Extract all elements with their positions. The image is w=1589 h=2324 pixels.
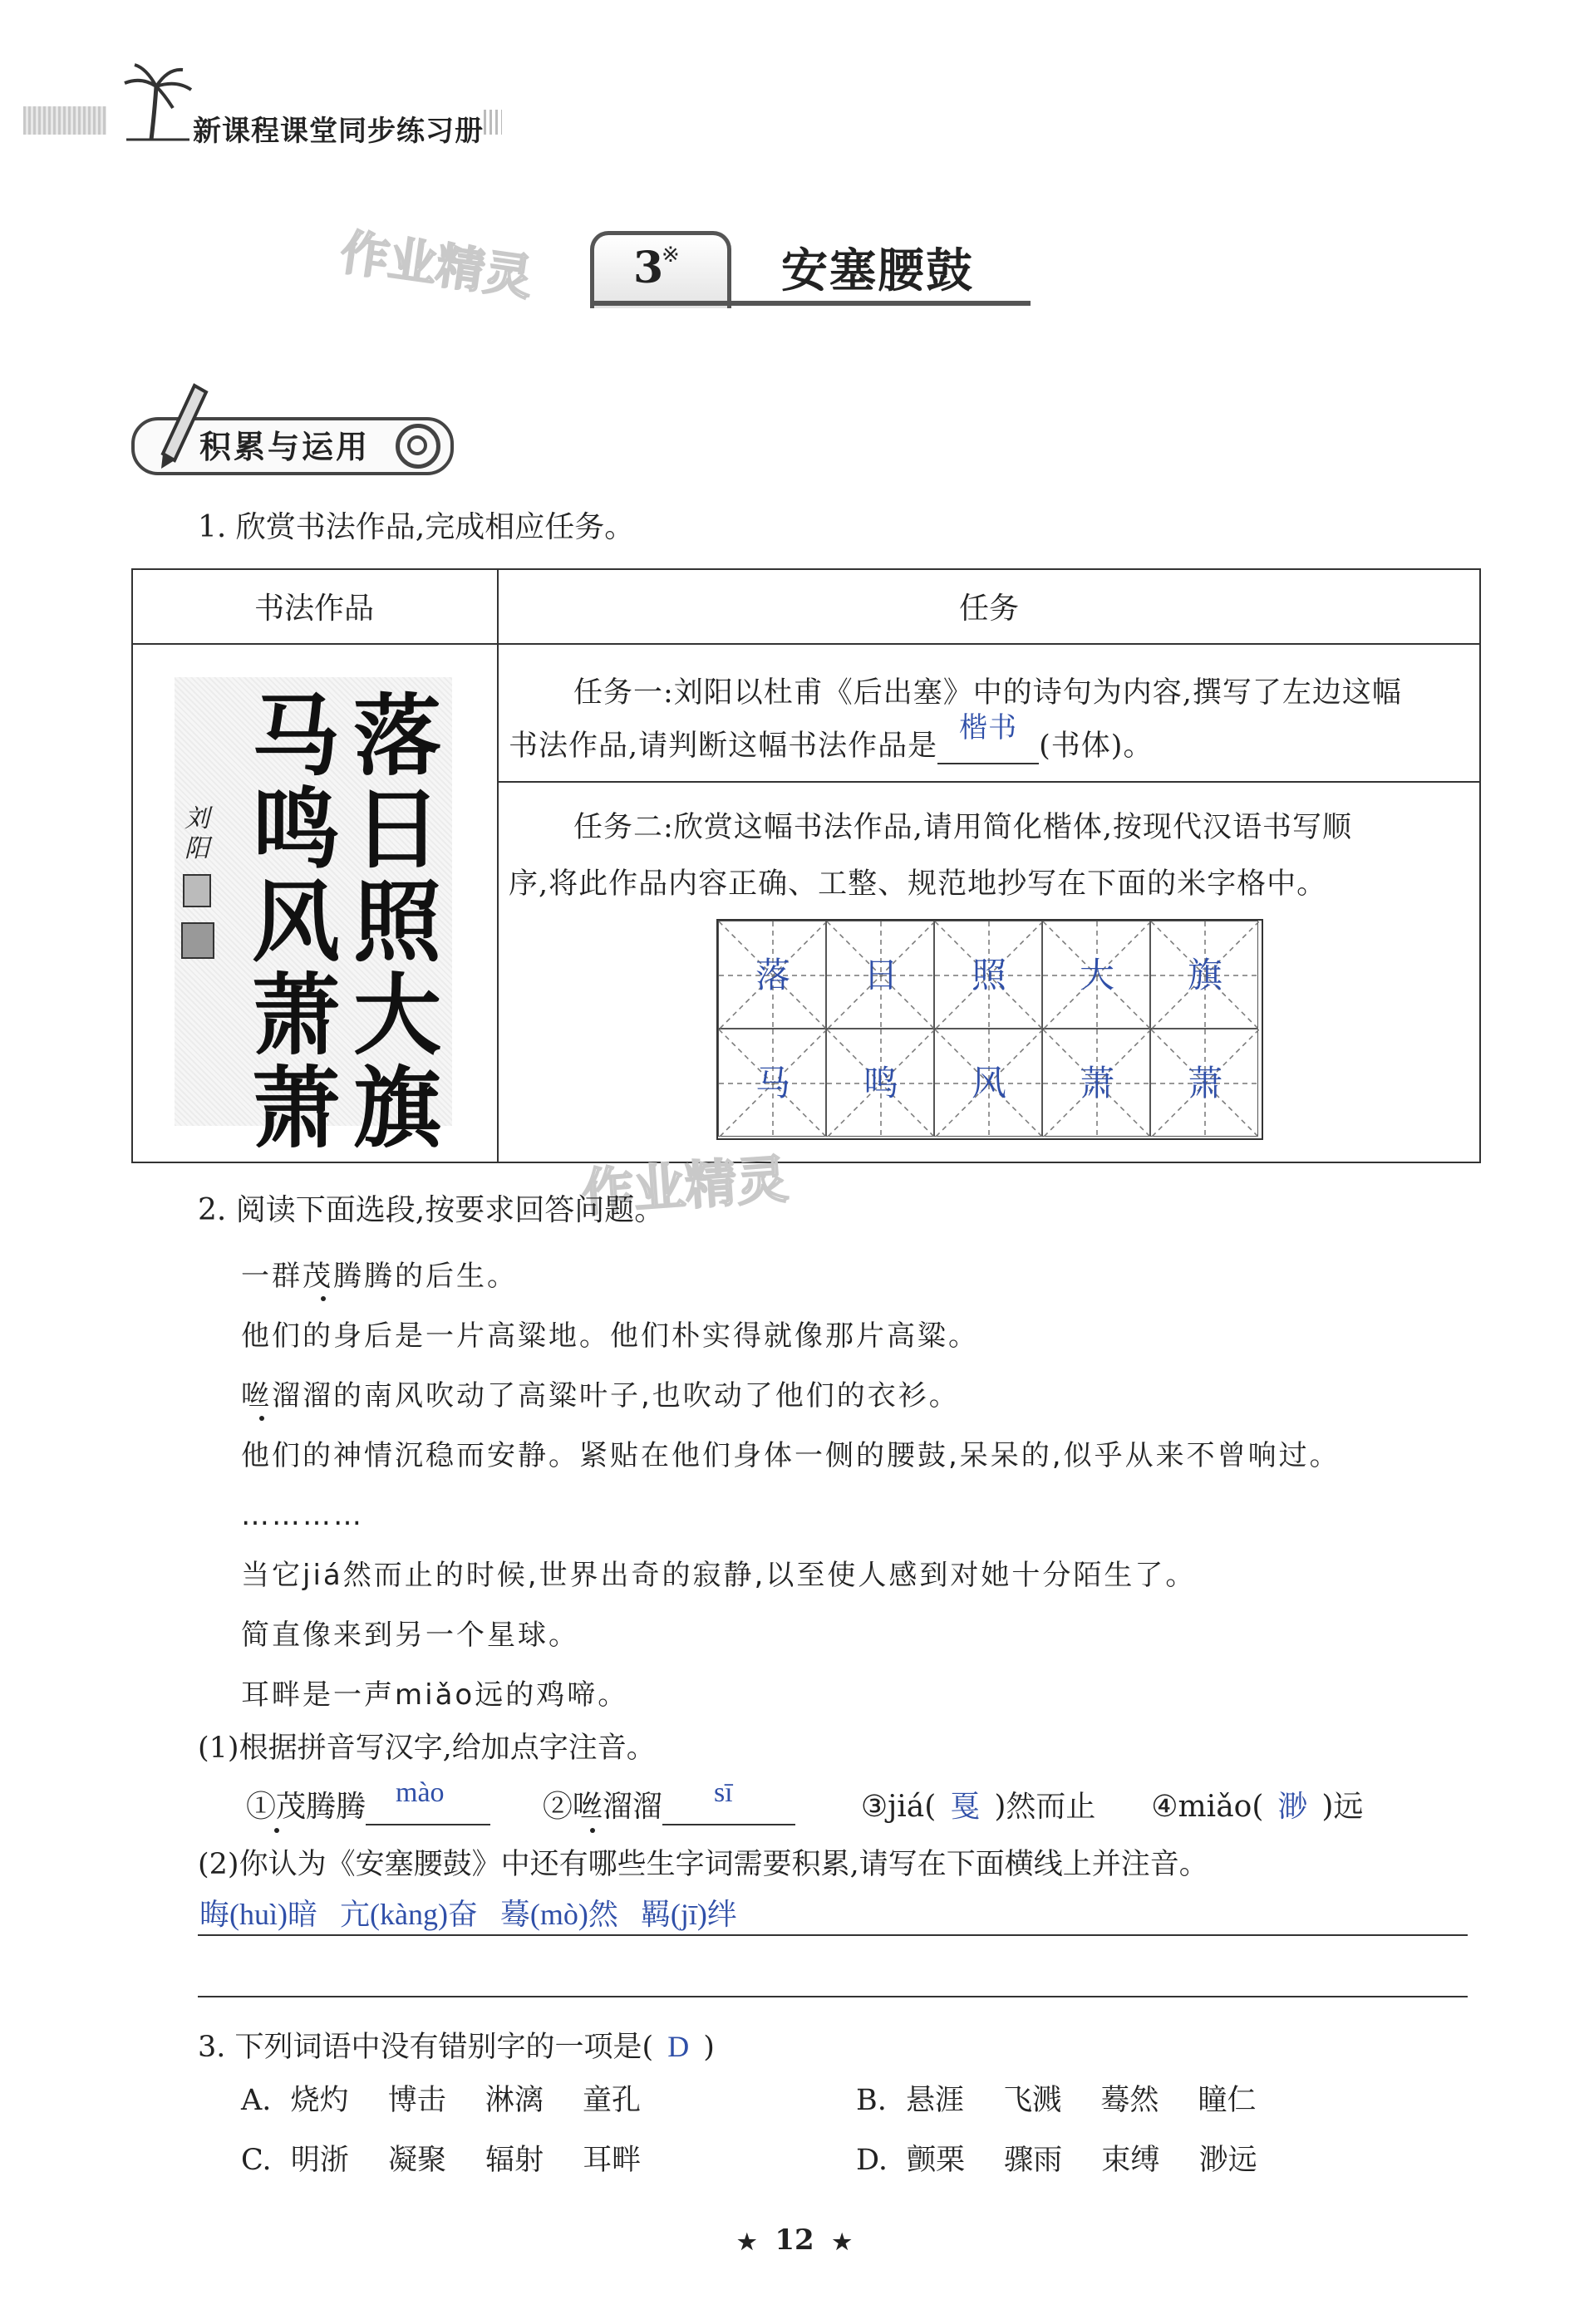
item-label: ④miǎo( [1151, 1790, 1264, 1824]
calligraphy-char: 风 [252, 870, 340, 974]
star-icon: ★ [737, 2230, 757, 2255]
calligraphy-char: 照 [353, 870, 441, 974]
q3-answer: D [667, 2030, 690, 2063]
calligraphy-char: 落 [353, 684, 441, 788]
grid-char: 大 [1079, 955, 1114, 995]
answer-blank [662, 1777, 795, 1825]
item-label: ②咝溜溜 [542, 1790, 662, 1824]
table-divider [131, 643, 1479, 645]
seal-stamp [181, 922, 214, 959]
passage-line: 他们的身后是一片高粱地。他们朴实得就像那片高粱。 [241, 1319, 979, 1353]
emphasis-dot [259, 1416, 264, 1421]
section-label: 积累与运用 [199, 428, 371, 465]
emphasis-dot [321, 1296, 326, 1301]
option-word: 骤雨 [1004, 2144, 1063, 2177]
watermark: 作业精灵 [337, 224, 536, 307]
passage-line: 简直像来到另一个星球。 [241, 1619, 579, 1652]
item-label: )远 [1321, 1790, 1364, 1824]
option-word: 烧灼 [290, 2084, 349, 2117]
lesson-underline [590, 301, 1031, 306]
option-word: 悬涯 [906, 2084, 965, 2117]
table-header-work: 书法作品 [253, 592, 374, 626]
q3-prompt-text: 3. 下列词语中没有错别字的一项是( [198, 2031, 654, 2064]
passage-line: 咝溜溜的南风吹动了高粱叶子,也吹动了他们的衣衫。 [241, 1379, 960, 1413]
option-word: 瞳仁 [1198, 2084, 1257, 2117]
answer-text: sī [713, 1777, 733, 1808]
grid-char: 旗 [1187, 955, 1222, 995]
option-word: 颤栗 [907, 2144, 966, 2177]
q3-option-d [856, 2137, 1257, 2179]
option-letter: D. [856, 2144, 888, 2177]
header-bars [484, 110, 502, 135]
option-word: 蓦然 [1100, 2084, 1159, 2117]
answer-text: mào [396, 1777, 445, 1808]
task2-line1: 任务二:欣赏这幅书法作品,请用简化楷体,按现代汉语书写顺 [573, 811, 1353, 844]
q3-option-c [241, 2137, 641, 2179]
item-label: ③jiá( [860, 1790, 937, 1824]
star-icon: ★ [832, 2230, 852, 2255]
option-word: 童孔 [583, 2084, 642, 2117]
page-footer [0, 2223, 1589, 2257]
q2-passage [241, 1246, 1341, 1725]
task1-text: 书法作品,请判断这幅书法作品是 [509, 730, 938, 763]
q2-sub1-items [246, 1777, 1364, 1825]
header-decoration [23, 106, 106, 135]
grid-char: 萧 [1079, 1063, 1114, 1103]
option-word: 耳畔 [583, 2144, 642, 2177]
q2-sub1: (1)根据拼音写汉字,给加点字注音。 [198, 1732, 656, 1765]
watermark: 作业精灵 [580, 1148, 790, 1224]
task1-line1: 任务一:刘阳以杜甫《后出塞》中的诗句为内容,撰写了左边这幅 [573, 676, 1402, 710]
task2-line2: 序,将此作品内容正确、工整、规范地抄写在下面的米字格中。 [509, 867, 1327, 901]
task1-answer: 楷书 [959, 713, 1018, 744]
task1-answer-blank [937, 713, 1039, 764]
q2-sub2: (2)你认为《安塞腰鼓》中还有哪些生字词需要积累,请写在下面横线上并注音。 [198, 1848, 1208, 1881]
table-header-task: 任务 [958, 592, 1019, 626]
item-label: )然而止 [994, 1790, 1096, 1824]
option-word: 明浙 [290, 2144, 349, 2177]
option-word: 辐射 [485, 2144, 544, 2177]
mizige-grid [716, 919, 1263, 1140]
option-word: 飞溅 [1003, 2084, 1062, 2117]
answer-text: 戛 [950, 1790, 981, 1823]
passage-line: 他们的神情沉稳而安静。紧贴在他们身体一侧的腰鼓,呆呆的,似乎从来不曾响过。 [241, 1439, 1341, 1472]
grid-char: 照 [971, 955, 1006, 995]
passage-line: 当它jiá然而止的时候,世界出奇的寂静,以至使人感到对她十分陌生了。 [241, 1559, 1197, 1592]
answer-line [198, 1934, 1468, 1936]
q3-prompt-end: ) [703, 2031, 715, 2064]
answer-line [198, 1996, 1468, 1997]
header-title: 新课程课堂同步练习册 [193, 115, 484, 148]
palm-tree-icon [118, 61, 194, 141]
q3-prompt [198, 2024, 715, 2066]
q2-sub2-answer: 晦(huì)暗 亢(kàng)奋 蓦(mò)然 羁(jī)绊 [199, 1898, 737, 1931]
lesson-title: 安塞腰鼓 [781, 243, 974, 298]
emphasis-dot [590, 1828, 595, 1833]
option-word: 博击 [387, 2084, 446, 2117]
grid-char: 落 [755, 955, 790, 995]
table-divider [499, 781, 1479, 783]
option-letter: A. [241, 2084, 272, 2117]
q1-prompt: 1. 欣赏书法作品,完成相应任务。 [198, 510, 635, 544]
passage-line: 一群茂腾腾的后生。 [241, 1260, 518, 1293]
grid-char: 日 [863, 955, 898, 995]
passage-line: ………… [241, 1499, 364, 1532]
option-letter: B. [856, 2084, 887, 2117]
option-word: 凝聚 [387, 2144, 446, 2177]
lesson-number: 3 [633, 243, 664, 293]
calligraphy-signature: 刘阳 [184, 804, 209, 863]
task1-text-end: (书体)。 [1039, 730, 1154, 763]
table-divider [497, 568, 499, 1162]
q3-option-b [856, 2077, 1256, 2119]
answer-blank [366, 1777, 490, 1825]
grid-char: 萧 [1187, 1063, 1222, 1103]
calligraphy-char: 马 [252, 684, 340, 788]
calligraphy-char: 日 [353, 777, 441, 881]
grid-char: 马 [755, 1063, 790, 1103]
emphasis-dot [274, 1828, 279, 1833]
calligraphy-char: 旗 [353, 1056, 441, 1160]
calligraphy-char: 大 [353, 963, 441, 1067]
task1-line2 [509, 713, 1154, 764]
calligraphy-char: 鸣 [252, 777, 340, 881]
q3-option-a [241, 2077, 641, 2119]
seal-stamp [183, 874, 211, 907]
lesson-mark: ※ [662, 243, 680, 268]
q2-prompt: 2. 阅读下面选段,按要求回答问题。 [198, 1193, 665, 1227]
option-word: 束缚 [1101, 2144, 1160, 2177]
calligraphy-char: 萧 [252, 963, 340, 1067]
grid-char: 风 [971, 1063, 1006, 1103]
item-label: ①茂腾腾 [246, 1790, 367, 1824]
page-number: 12 [775, 2223, 814, 2257]
calligraphy-char: 萧 [252, 1056, 340, 1160]
grid-char: 鸣 [863, 1063, 898, 1103]
answer-text: 渺 [1277, 1790, 1308, 1823]
calligraphy-column-right [351, 684, 444, 1160]
option-word: 淋漓 [485, 2084, 544, 2117]
passage-line: 耳畔是一声miǎo远的鸡啼。 [241, 1678, 629, 1712]
inner-ring-icon [407, 435, 427, 455]
option-letter: C. [241, 2144, 272, 2177]
option-word: 渺远 [1198, 2144, 1257, 2177]
calligraphy-column-left [249, 684, 342, 1160]
